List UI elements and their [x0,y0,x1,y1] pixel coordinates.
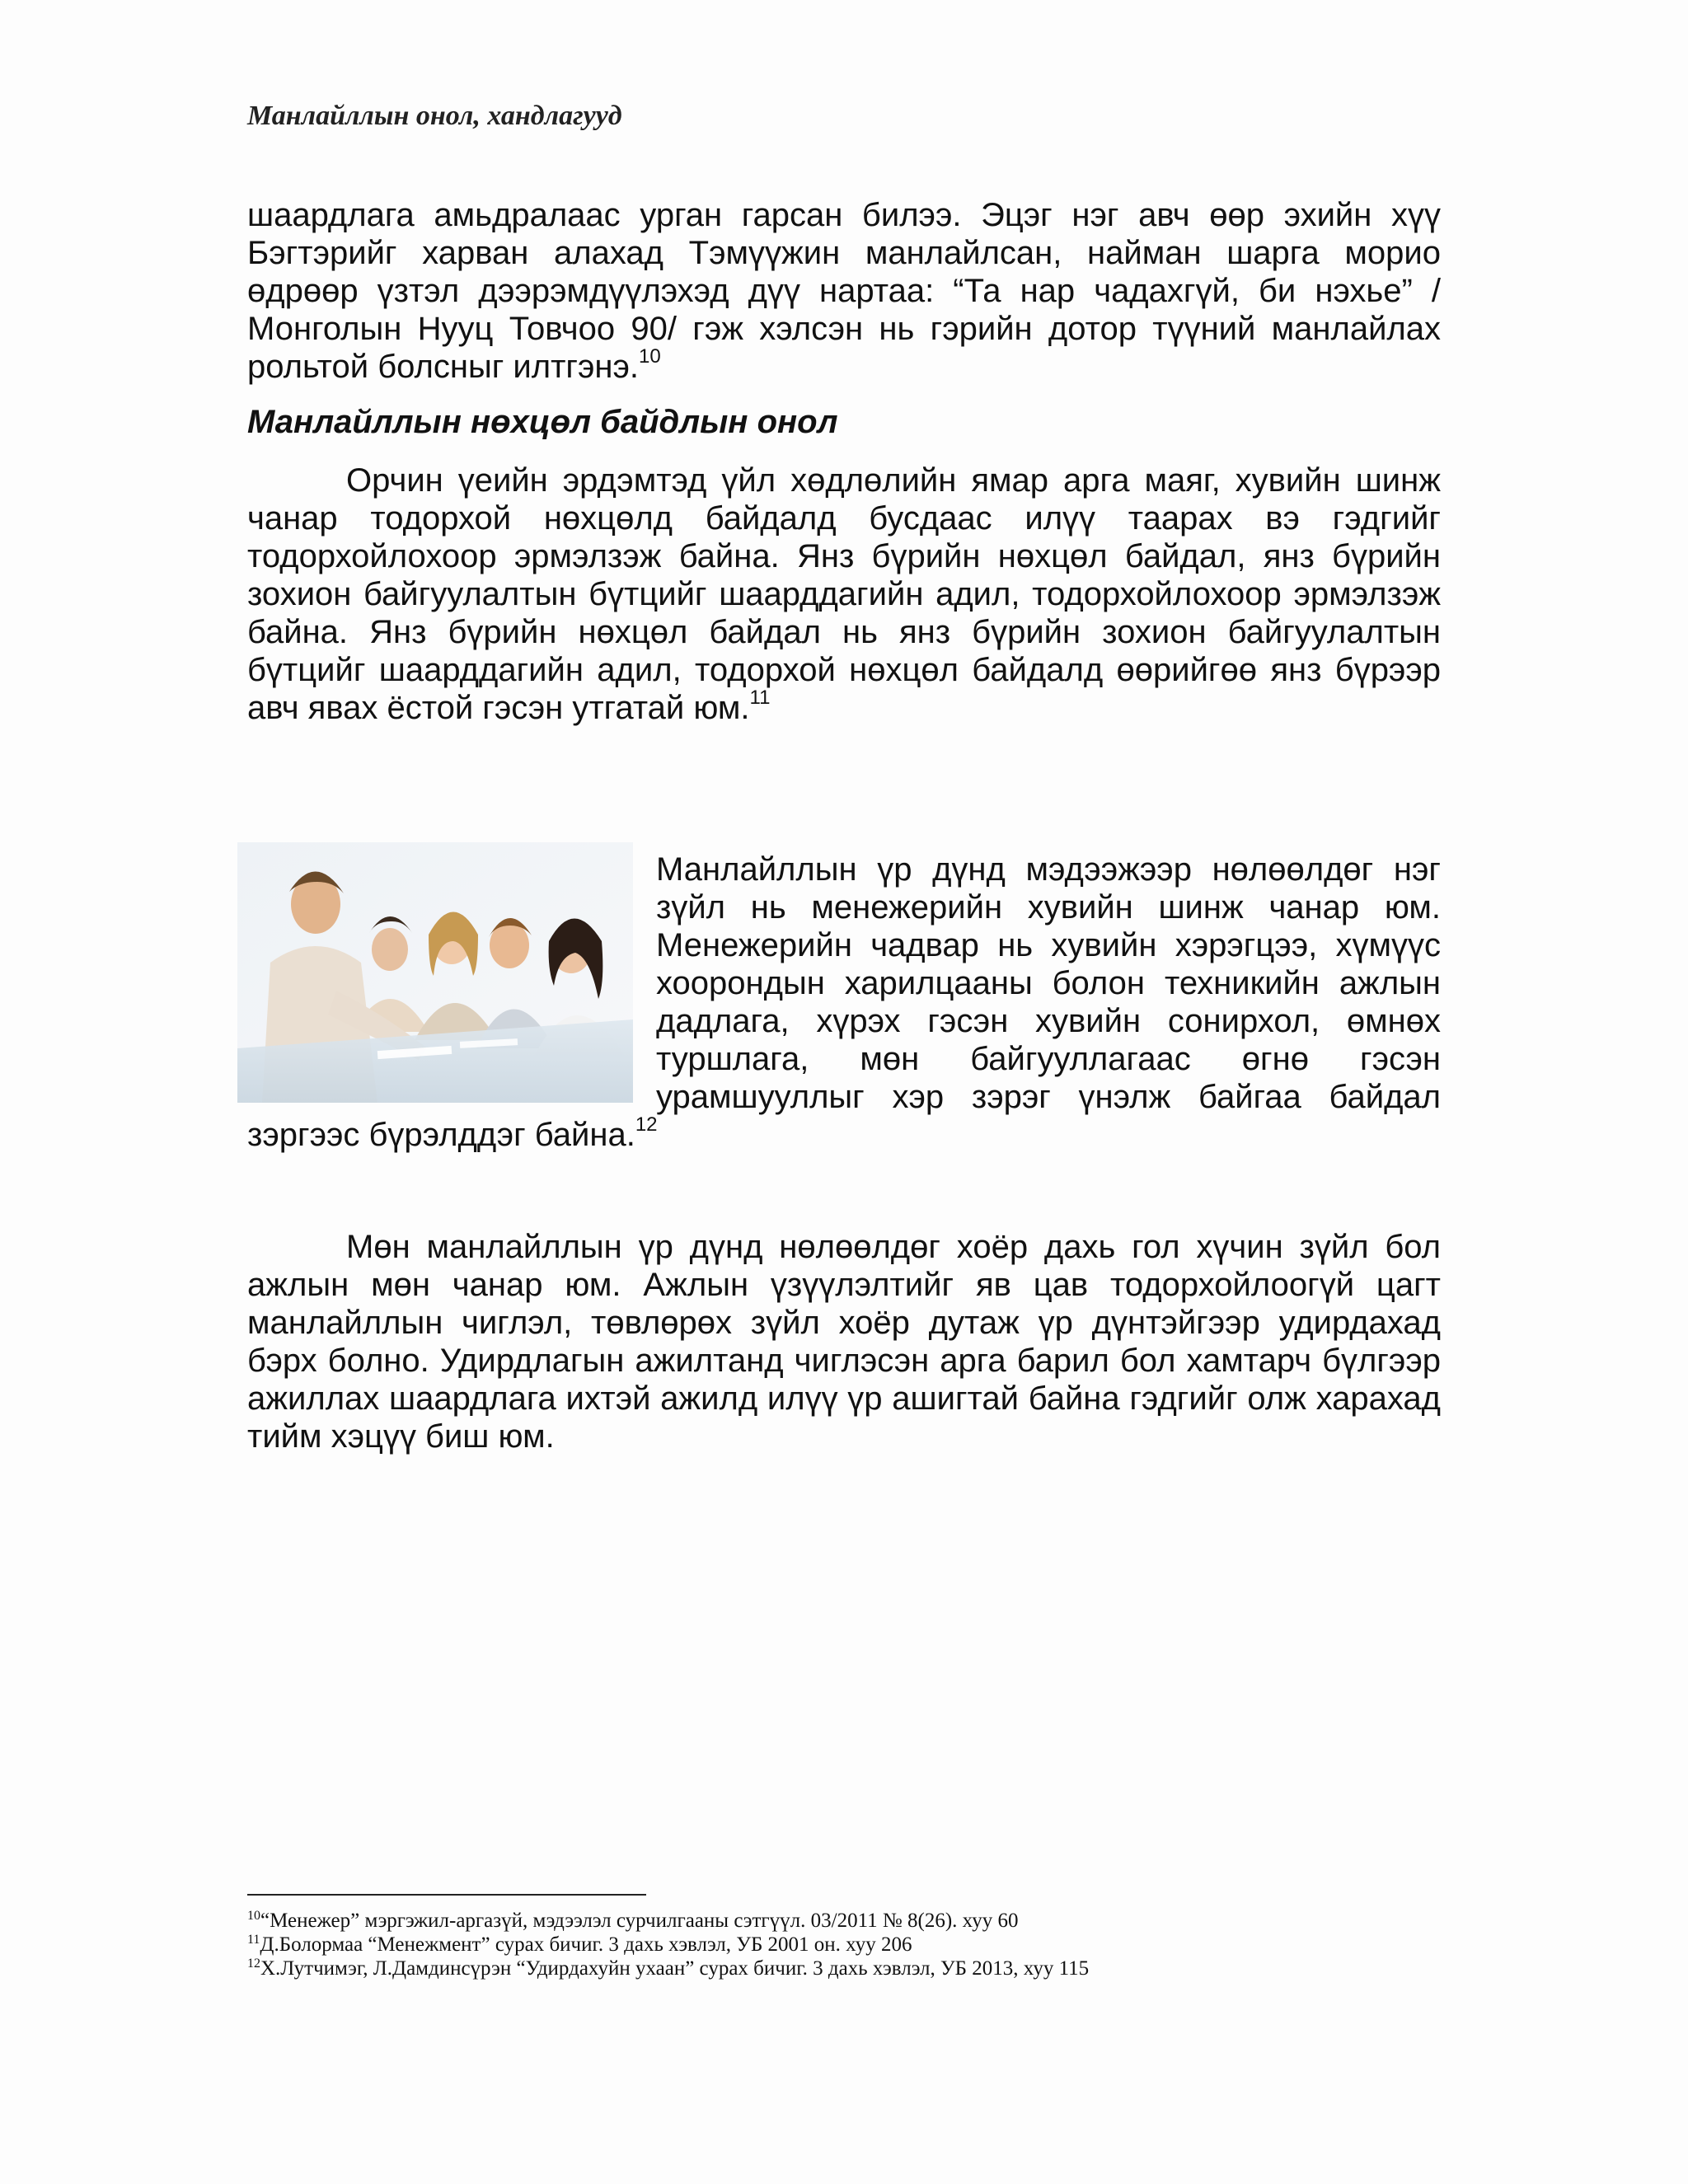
footnote-number: 11 [247,1933,260,1947]
footnote-text: Д.Болормаа “Менежмент” сурах бичиг. 3 дахь хэвлэл, УБ 2001 он. хуу 206 [260,1933,912,1956]
footnote-ref[interactable]: 11 [749,687,771,709]
footnote-divider [247,1894,646,1896]
footnotes [247,1909,1089,1980]
footnote-ref[interactable]: 12 [635,1113,658,1136]
paragraph-intro [247,196,1441,386]
footnote-text: Х.Лутчимэг, Л.Дамдинсүрэн “Удирдахуйн ухаан” сурах бичиг. 3 дахь хэвлэл, УБ 2013, хуу 115 [260,1957,1090,1980]
meeting-photo [237,842,633,1103]
paragraph-situational-theory [247,462,1441,727]
paragraph-text: Орчин үеийн эрдэмтэд үйл хөдлөлийн ямар арга маяг, хувийн шинж чанар тодорхой нөхцөлд байдалд бусдаас илүү таарах вэ гэдгийг тодорхойлохоор эрмэлзэж байна. Янз бүрийн нөхцөл байдал, янз бүрийн зохион байгуулалтын бүтцийг шаарддагийн адил, тодорхойлохоор эрмэлзэж байна. Янз бүрийн нөхцөл байдал нь янз бүрийн зохион байгуулалтын бүтцийг шаарддагийн адил, тодорхой нөхцөл байдалд өөрийгөө янз бүрээр авч явах ёстой гэсэн утгатай юм. [247,462,1441,726]
paragraph-text: шаардлага амьдралаас урган гарсан билээ. Эцэг нэг авч өөр эхийн хүү Бэгтэрийг харван алахад Тэмүүжин манлайлсан, найман шарга морио өдрөөр үзтэл дээрэмдүүлэхэд дүү нартаа: “Та нар чадахгүй, би нэхье” /Монголын Нууц Товчоо 90/ гэж хэлсэн нь гэрийн дотор түүний манлайлах рольтой болсныг илтгэнэ. [247,197,1441,385]
paragraph-text: зэргээс бүрэлддэг байна. [247,1117,635,1153]
footnote-number: 10 [247,1909,260,1923]
footnote-item [247,1957,1089,1980]
footnote-ref[interactable]: 10 [639,345,661,368]
paragraph-manager-traits-tail [247,1113,658,1154]
section-heading: Манлайллын нөхцөл байдлын онол [247,404,838,440]
running-header: Манлайллын онол, хандлагууд [247,101,622,131]
footnote-item [247,1909,1089,1933]
footnote-item [247,1933,1089,1957]
paragraph-work-nature: Мөн манлайллын үр дүнд нөлөөлдөг хоёр дахь гол хүчин зүйл бол ажлын мөн чанар юм. Ажлын үзүүлэлтийг яв цав тодорхойлоогүй цагт манлайллын чиглэл, төвлөрөх зүйл хоёр дутаж үр дүнтэйгээр удирдахад бэрх болно. Удирдлагын ажилтанд чиглэсэн арга барил бол хамтарч бүлгээр ажиллах шаардлага ихтэй ажилд илүү үр ашигтай байна гэдгийг олж харахад тийм хэцүү биш юм. [247,1229,1441,1455]
footnote-number: 12 [247,1957,260,1971]
paragraph-manager-traits: Манлайллын үр дүнд мэдээжээр нөлөөлдөг нэг зүйл нь менежерийн хувийн шинж чанар юм. Менежерийн чадвар нь хувийн хэрэгцээ, хүмүүс хоорондын харилцааны болон техникийн ажлын дадлага, хүрэх гэсэн хувийн сонирхол, өмнөх туршлага, мөн байгууллагаас өгнө гэсэн урамшууллыг хэр зэрэг үнэлж байгаа байдал [656,851,1441,1115]
footnote-text: “Менежер” мэргэжил-аргазүй, мэдээлэл сурчилгааны сэтгүүл. 03/2011 № 8(26). хуу 60 [260,1910,1019,1932]
